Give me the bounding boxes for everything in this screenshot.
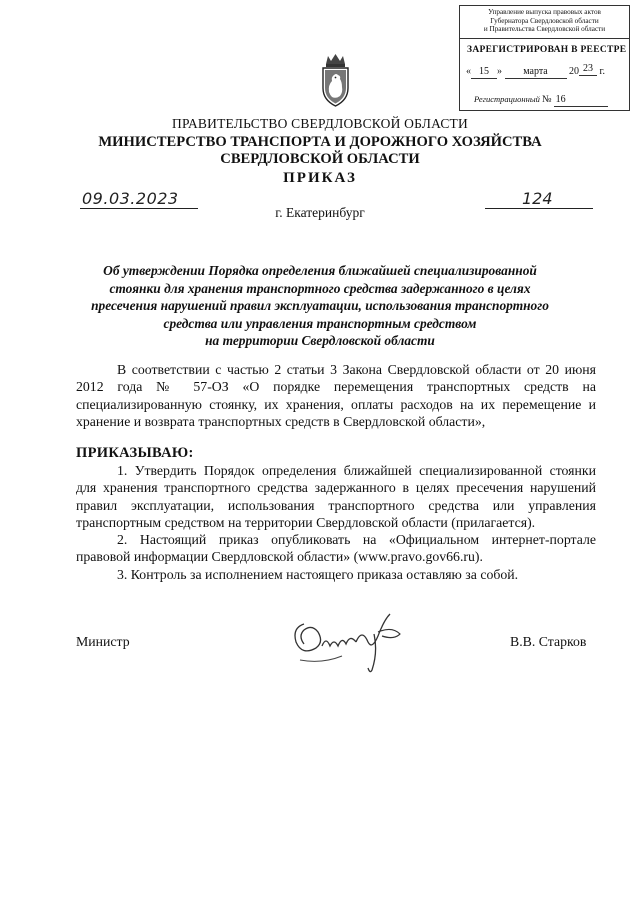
stamp-month: марта (505, 66, 567, 79)
stamp-registered-label: ЗАРЕГИСТРИРОВАН В РЕЕСТРЕ (467, 45, 627, 55)
title-line: Об утверждении Порядка определения ближайшей специализированной (103, 263, 537, 278)
stamp-header (460, 6, 629, 39)
signatory-name: В.В. Старков (510, 634, 587, 649)
registration-stamp (459, 5, 630, 111)
stamp-quote-open: « (466, 66, 471, 77)
document-date: 09.03.2023 (82, 189, 179, 208)
government-name: ПРАВИТЕЛЬСТВО СВЕРДЛОВСКОЙ ОБЛАСТИ (172, 116, 468, 131)
coat-of-arms-icon (319, 52, 352, 108)
preamble (76, 361, 596, 430)
signatory-position: Министр (76, 634, 130, 649)
stamp-quote-close: » (497, 66, 502, 77)
stamp-header-line: и Правительства Свердловской области (483, 25, 606, 34)
ministry-name-line: МИНИСТЕРСТВО ТРАНСПОРТА И ДОРОЖНОГО ХОЗЯЙСТВА (98, 134, 542, 150)
stamp-year-prefix: 20 (569, 66, 579, 77)
city: г. Екатеринбург (275, 205, 365, 220)
stamp-header-line: Управление выпуска правовых актов (488, 8, 601, 16)
title-line: стоянки для хранения транспортного средства задержанного в целях (109, 280, 531, 296)
stamp-date (466, 63, 605, 79)
ministry-name-line: СВЕРДЛОВСКОЙ ОБЛАСТИ (220, 151, 420, 167)
stamp-reg-number (474, 94, 608, 107)
order-item: 2. Настоящий приказ опубликовать на «Официальном интернет-портале правовой информации Свердловской области» (www.pravo.gov66.ru). (76, 532, 596, 565)
stamp-day: 15 (471, 66, 497, 79)
title-line: средства или управления транспортным средством (163, 315, 477, 331)
stamp-reg-number-value: 16 (554, 95, 608, 107)
stamp-header-line: Губернатора Свердловской области (490, 16, 599, 25)
stamp-reg-number-label: Регистрационный (474, 94, 540, 104)
preamble-text: В соответствии с частью 2 статьи 3 Закона Свердловской области от 20 июня 2012 года № 57-ОЗ «О порядке перемещения транспортных средств на специализированную стоянку, их хранения, оплаты расходов на их перемещение и хранение и возврата транспортных средств в Свердловской области», (76, 362, 596, 429)
stamp-year-suffix: 23 (579, 63, 597, 76)
document-number: 124 (522, 189, 553, 208)
order-items (76, 462, 596, 583)
document-type: ПРИКАЗ (283, 170, 357, 186)
title-line: пресечения нарушений правил эксплуатации, использования транспортного (91, 298, 549, 313)
document-title (60, 262, 580, 350)
stamp-year-abbr: г. (599, 66, 605, 77)
handwritten-signature (282, 606, 412, 676)
ministry-name (0, 134, 640, 168)
order-word: ПРИКАЗЫВАЮ: (76, 445, 194, 461)
stamp-number-sign: № (541, 94, 552, 105)
order-item: 1. Утвердить Порядок определения ближайшей специализированной стоянки для хранения транспортного средства задержанного в целях пресечения нарушений правил эксплуатации, использования транспортного средства или управления транспортным средством на территории Свердловской области (прилагается). (76, 463, 596, 530)
order-item: 3. Контроль за исполнением настоящего приказа оставляю за собой. (117, 566, 519, 582)
title-line: на территории Свердловской области (205, 333, 435, 348)
